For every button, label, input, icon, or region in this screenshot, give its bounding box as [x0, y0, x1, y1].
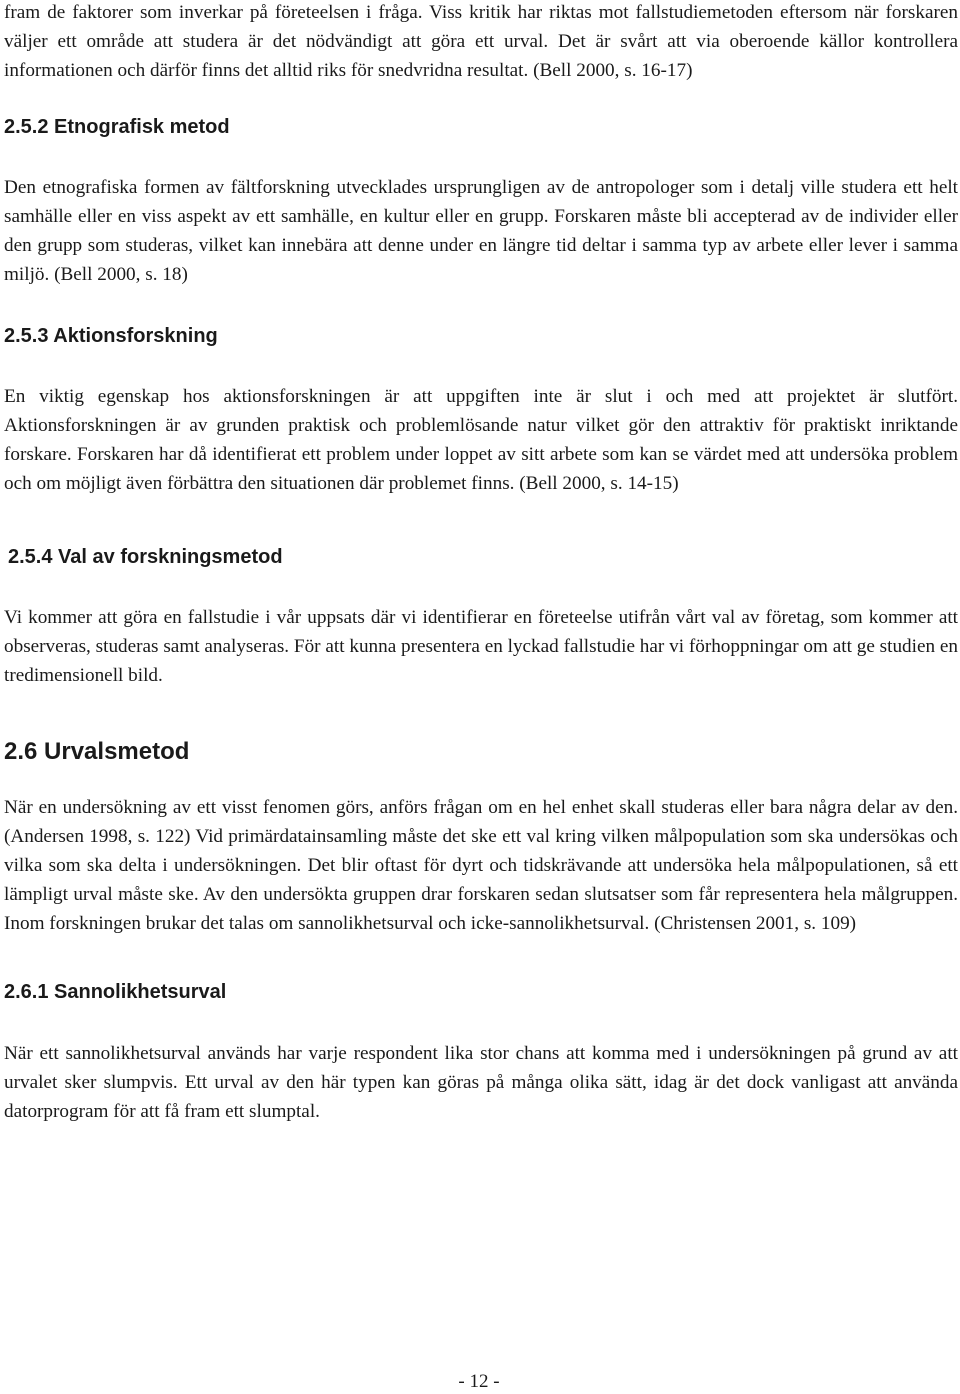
paragraph-sannolikhetsurval: När ett sannolikhetsurval används har varje respondent lika stor chans att komma med i undersökningen på grund av att urvalet sker slumpvis. Ett urval av den här typen kan göras på många olika sätt, idag är det dock vanligast att använda datorprogram för att få fram ett slumptal. — [4, 1043, 958, 1122]
heading-etnografisk-metod: 2.5.2 Etnografisk metod — [4, 116, 230, 138]
paragraph-urvalsmetod: När en undersökning av ett visst fenomen görs, anförs frågan om en hel enhet skall studeras eller bara några delar av den. (Andersen 1998, s. 122) Vid primärdatainsamling måste det ske ett val kring vilken målpopulation som ska undersökas och vilka som ska delta i undersökningen. Det blir oftast för dyrt och tidskrävande att undersöka hela målpopulationen, så ett lämpligt urval måste ske. Av den undersökta gruppen drar forskaren sedan slutsatser som får representera hela målgruppen. Inom forskningen brukar det talas om sannolikhetsurval och icke-sannolikhetsurval. (Christensen 2001, s. 109) — [4, 797, 958, 934]
paragraph-val-av-forskningsmetod: Vi kommer att göra en fallstudie i vår uppsats där vi identifierar en företeelse utifrån vårt val av företag, som kommer att observeras, studeras samt analyseras. För att kunna presentera en lyckad fallstudie har vi förhoppningar om att ge studien en tredimensionell bild. — [4, 607, 958, 686]
paragraph-aktionsforskning: En viktig egenskap hos aktionsforskningen är att uppgiften inte är slut i och med att projektet är slutfört. Aktionsforskningen är av grunden praktisk och problemlösande natur vilket gör den attraktiv för praktiskt inriktande forskare. Forskaren har då identifierat ett problem under loppet av sitt arbete som kan se värdet med att undersöka problem och om möjligt även förbättra den situationen där problemet finns. (Bell 2000, s. 14-15) — [4, 386, 958, 494]
intro-paragraph: fram de faktorer som inverkar på företeelsen i fråga. Viss kritik har riktas mot fallstudiemetoden eftersom när forskaren väljer ett område att studera är det nödvändigt att göra ett urval. Det är svårt att via oberoende källor kontrollera informationen och därför finns det alltid riks för snedvridna resultat. (Bell 2000, s. 16-17) — [4, 2, 958, 81]
heading-urvalsmetod: 2.6 Urvalsmetod — [4, 738, 190, 765]
document-page — [4, 0, 958, 1126]
heading-val-av-forskningsmetod: 2.5.4 Val av forskningsmetod — [8, 546, 283, 568]
heading-aktionsforskning: 2.5.3 Aktionsforskning — [4, 325, 218, 347]
paragraph-etnografisk-metod: Den etnografiska formen av fältforskning utvecklades ursprungligen av de antropologer som i detalj ville studera ett helt samhälle eller en viss aspekt av ett samhälle, en kultur eller en grupp. Forskaren måste bli accepterad av de individer eller den grupp som studeras, vilket kan innebära att denne under en längre tid deltar i samma typ av arbete eller lever i samma miljö. (Bell 2000, s. 18) — [4, 177, 958, 285]
page-number — [0, 1370, 960, 1394]
heading-sannolikhetsurval: 2.6.1 Sannolikhetsurval — [4, 981, 227, 1003]
page-number-text: - 12 - — [458, 1371, 500, 1392]
